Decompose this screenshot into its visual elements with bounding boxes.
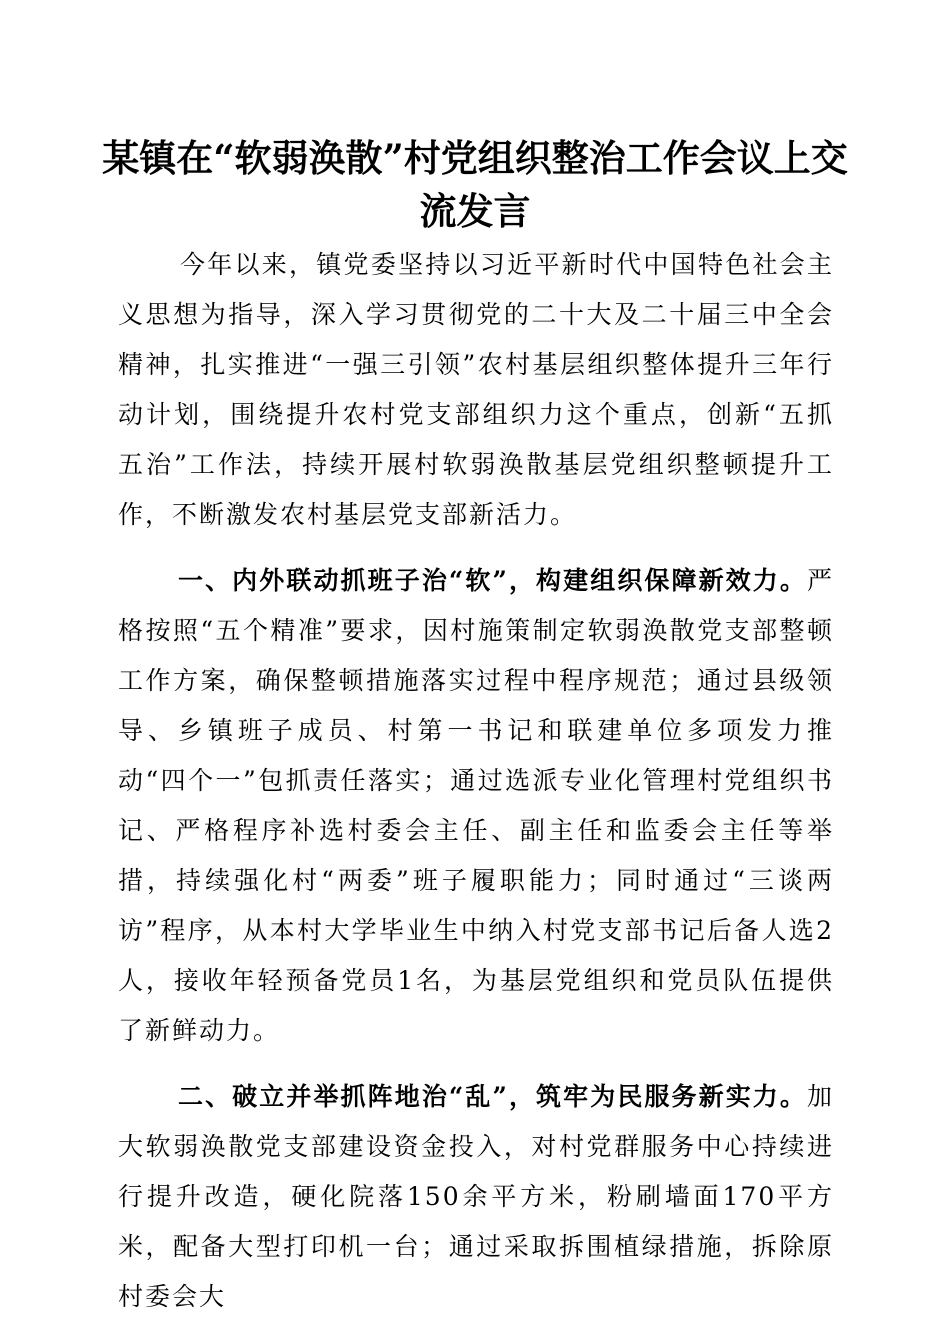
paragraph-intro [118,240,834,540]
section-2-text: 加大软弱涣散党支部建设资金投入，对村党群服务中心持续进行提升改造，硬化院落150余平方米，粉刷墙面170平方米，配备大型打印机一台；通过采取拆围植绿措施，拆除原村委会大 [118,1082,834,1311]
section-2-heading: 二、破立并举抓阵地治“乱”，筑牢为民服务新实力。 [178,1082,807,1111]
paragraph-intro-text: 今年以来，镇党委坚持以习近平新时代中国特色社会主义思想为指导，深入学习贯彻党的二十大及二十届三中全会精神，扎实推进“一强三引领”农村基层组织整体提升三年行动计划，围绕提升农村党支部组织力这个重点，创新“五抓五治”工作法，持续开展村软弱涣散基层党组织整顿提升工作，不断激发农村基层党支部新活力。 [118,250,834,529]
document-title: 某镇在“软弱涣散”村党组织整治工作会议上交流发言 [102,136,848,233]
section-1-text: 严格按照“五个精准”要求，因村施策制定软弱涣散党支部整顿工作方案，确保整顿措施落实过程中程序规范；通过县级领导、乡镇班子成员、村第一书记和联建单位多项发力推动“四个一”包抓责任落实；通过选派专业化管理村党组织书记、严格程序补选村委会主任、副主任和监委会主任等举措，持续强化村“两委”班子履职能力；同时通过“三谈两访”程序，从本村大学毕业生中纳入村党支部书记后备人选2人，接收年轻预备党员1名，为基层党组织和党员队伍提供了新鲜动力。 [118,566,834,1045]
paragraph-section-1 [118,556,834,1056]
document-body [118,240,834,1338]
section-1-heading: 一、内外联动抓班子治“软”，构建组织保障新效力。 [178,566,807,595]
paragraph-section-2 [118,1072,834,1322]
